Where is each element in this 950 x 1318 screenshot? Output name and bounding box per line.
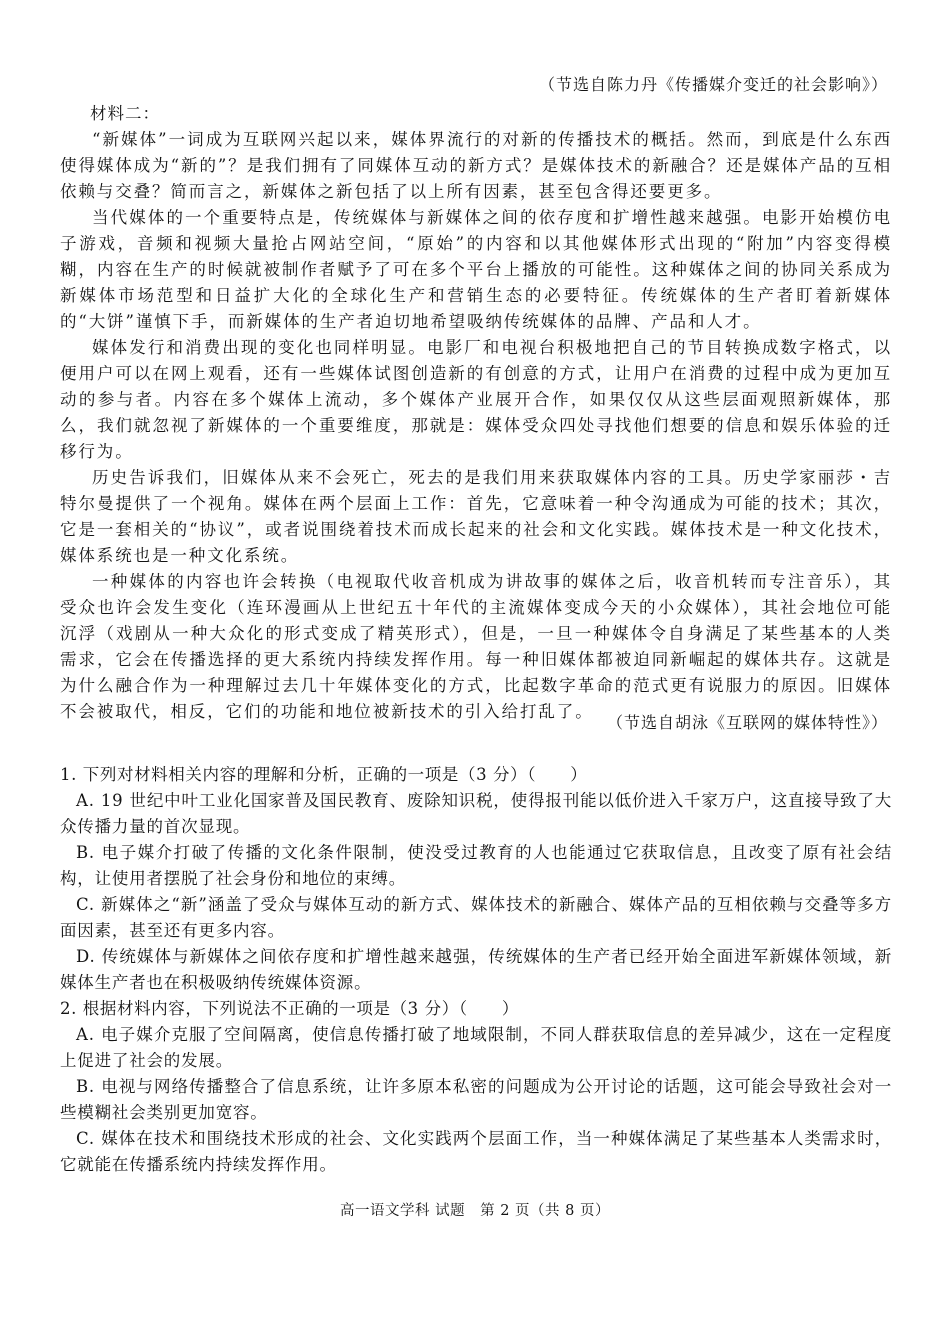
question-2-option-b: B. 电视与网络传播整合了信息系统，让许多原本私密的问题成为公开讨论的话题，这可能会导致社会对一些模糊社会类别更加宽容。 — [60, 1077, 892, 1122]
passage-paragraph: 媒体发行和消费出现的变化也同样明显。电影厂和电视台积极地把自己的节目转换成数字格式，以便用户可以在网上观看，还有一些媒体试图创造新的有创意的方式，让用户在消费的过程中成为更加互动的参与者。内容在多个媒体上流动，多个媒体产业展开合作，如果仅仅从这些层面观照新媒体，那么，我们就忽视了新媒体的一个重要维度，那就是：媒体受众四处寻找他们想要的信息和娱乐体验的迁移行为。 — [60, 338, 892, 461]
page-footer: 高一语文学科 试题 第 2 页（共 8 页） — [340, 1203, 610, 1219]
question-2-stem: 2. 根据材料内容，下列说法不正确的一项是（3 分）（ ） — [60, 999, 519, 1018]
question-1-option-c: C. 新媒体之“新”涵盖了受众与媒体互动的新方式、媒体技术的新融合、媒体产品的互相依赖与交叠等多方面因素，甚至还有更多内容。 — [60, 895, 892, 940]
passage-paragraph: 一种媒体的内容也许会转换（电视取代收音机成为讲故事的媒体之后，收音机转而专注音乐），其受众也许会发生变化（连环漫画从上世纪五十年代的主流媒体变成今天的小众媒体），其社会地位可能沉浮（戏剧从一种大众化的形式变成了精英形式），但是，一旦一种媒体令自身满足了某些基本的人类需求，它会在传播选择的更大系统内持续发挥作用。每一种旧媒体都被迫同新崛起的媒体共存。这就是为什么融合作为一种理解过去几十年媒体变化的方式，比起数字革命的范式更有说服力的原因。旧媒体不会被取代，相反，它们的功能和地位被新技术的引入给打乱了。 — [60, 572, 892, 721]
material-2-heading: 材料二： — [90, 104, 160, 123]
question-2-option-c: C. 媒体在技术和围绕技术形成的社会、文化实践两个层面工作，当一种媒体满足了某些基本人类需求时，它就能在传播系统内持续发挥作用。 — [60, 1129, 892, 1174]
question-1-option-b: B. 电子媒介打破了传播的文化条件限制，使没受过教育的人也能通过它获取信息，且改变了原有社会结构，让使用者摆脱了社会身份和地位的束缚。 — [60, 843, 892, 888]
passage-paragraph: “新媒体”一词成为互联网兴起以来，媒体界流行的对新的传播技术的概括。然而，到底是什么东西使得媒体成为“新的”？是我们拥有了同媒体互动的新方式？是媒体技术的新融合？还是媒体产品的互相依赖与交叠？简而言之，新媒体之新包括了以上所有因素，甚至包含得还要更多。 — [60, 130, 892, 201]
passage-paragraph: 当代媒体的一个重要特点是，传统媒体与新媒体之间的依存度和扩增性越来越强。电影开始模仿电子游戏，音频和视频大量抢占网站空间，“原始”的内容和以其他媒体形式出现的“附加”内容变得模糊，内容在生产的时候就被制作者赋予了可在多个平台上播放的可能性。这种媒体之间的协同关系成为新媒体市场范型和日益扩大化的全球化生产和营销生态的必要特征。传统媒体的生产者盯着新媒体的“大饼”谨慎下手，而新媒体的生产者迫切地希望吸纳传统媒体的品牌、产品和人才。 — [60, 208, 892, 331]
question-1-option-d: D. 传统媒体与新媒体之间依存度和扩增性越来越强，传统媒体的生产者已经开始全面进军新媒体领域，新媒体生产者也在积极吸纳传统媒体资源。 — [60, 947, 892, 992]
question-1-option-a: A. 19 世纪中叶工业化国家普及国民教育、废除知识税，使得报刊能以低价进入千家万户，这直接导致了大众传播力量的首次显现。 — [60, 791, 892, 836]
material-2-passage — [60, 101, 892, 725]
passage-paragraph: 历史告诉我们，旧媒体从来不会死亡，死去的是我们用来获取媒体内容的工具。历史学家丽莎・吉特尔曼提供了一个视角。媒体在两个层面上工作：首先，它意味着一种令沟通成为可能的技术；其次，它是一套相关的“协议”，或者说围绕着技术而成长起来的社会和文化实践。媒体技术是一种文化技术，媒体系统也是一种文化系统。 — [60, 468, 892, 565]
question-1-stem: 1. 下列对材料相关内容的理解和分析，正确的一项是（3 分）（ ） — [60, 765, 588, 784]
source-citation-1: （节选自陈力丹《传播媒介变迁的社会影响》） — [538, 75, 888, 94]
source-citation-2: （节选自胡泳《互联网的媒体特性》） — [606, 713, 888, 732]
questions-section — [60, 762, 892, 1178]
question-2-option-a: A. 电子媒介克服了空间隔离，使信息传播打破了地域限制，不同人群获取信息的差异减少，这在一定程度上促进了社会的发展。 — [60, 1025, 892, 1070]
